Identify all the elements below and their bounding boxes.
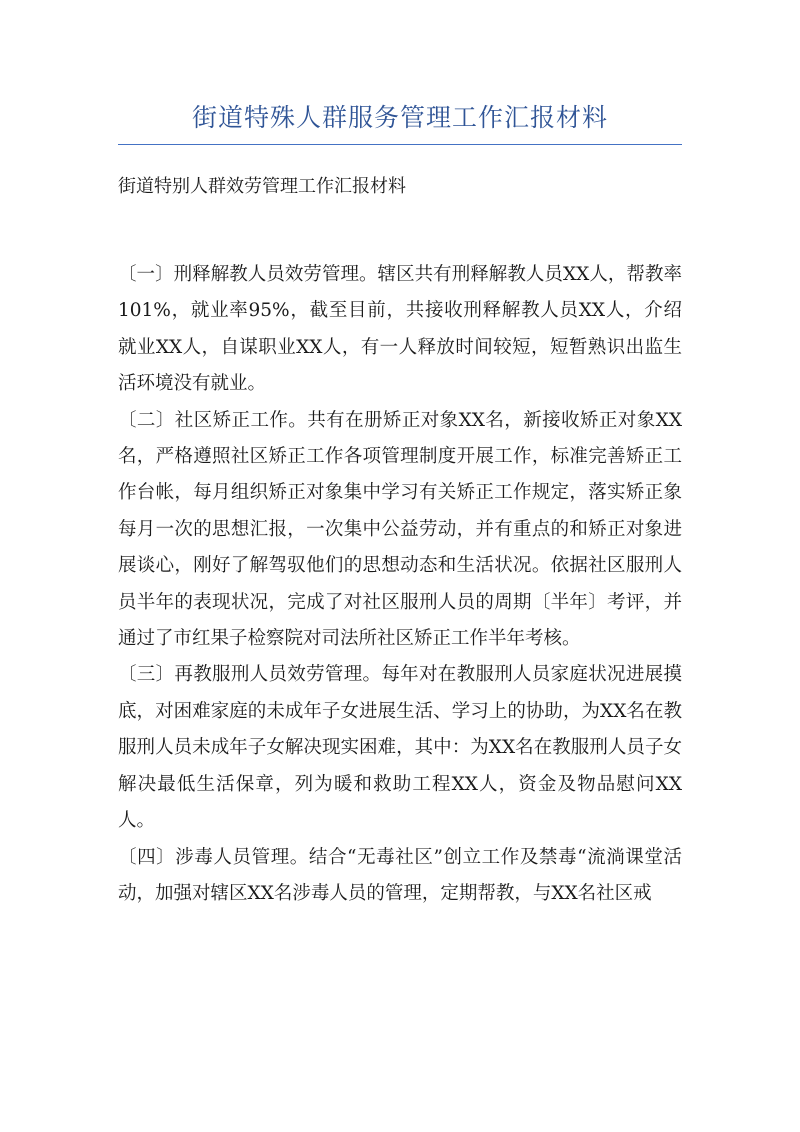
paragraph-4: 〔四〕涉毒人员管理。结合“无毒社区”创立工作及禁毒“流淌课堂活动，加强对辖区XX名涉毒人员的管理，定期帮教，与XX名社区戒 (118, 846, 682, 904)
document-title: 街道特殊人群服务管理工作汇报材料 (191, 103, 608, 132)
paragraph-2: 〔二〕社区矫正工作。共有在册矫正对象XX名，新接收矫正对象XX名，严格遵照社区矫正工作各项管理制度开展工作，标准完善矫正工作台帐，每月组织矫正对象集中学习有关矫正工作规定，落实矫正象每月一次的思想汇报，一次集中公益劳动，并有重点的和矫正对象进展谈心，刚好了解驾驭他们的思想动态和生活状况。依据社区服刑人员半年的表现状况，完成了对社区服刑人员的周期〔半年〕考评，并通过了市红果子检察院对司法所社区矫正工作半年考核。 (118, 409, 682, 650)
title-underline (118, 144, 682, 145)
paragraph-1: 〔一〕刑释解教人员效劳管理。辖区共有刑释解教人员XX人，帮教率101%，就业率95%，截至目前，共接收刑释解教人员XX人，介绍就业XX人，自谋职业XX人，有一人释放时间较短，短暂熟识出监生活环境没有就业。 (118, 264, 682, 395)
document-body (118, 257, 682, 912)
document-subtitle: 街道特别人群效劳管理工作汇报材料 (118, 176, 406, 197)
paragraph-3: 〔三〕再教服刑人员效劳管理。每年对在教服刑人员家庭状况进展摸底，对困难家庭的未成年子女进展生活、学习上的协助，为XX名在教服刑人员未成年子女解决现实困难，其中：为XX名在教服刑人员子女解决最低生活保章，列为暖和救助工程XX人，资金及物品慰问XX人。 (118, 664, 682, 832)
